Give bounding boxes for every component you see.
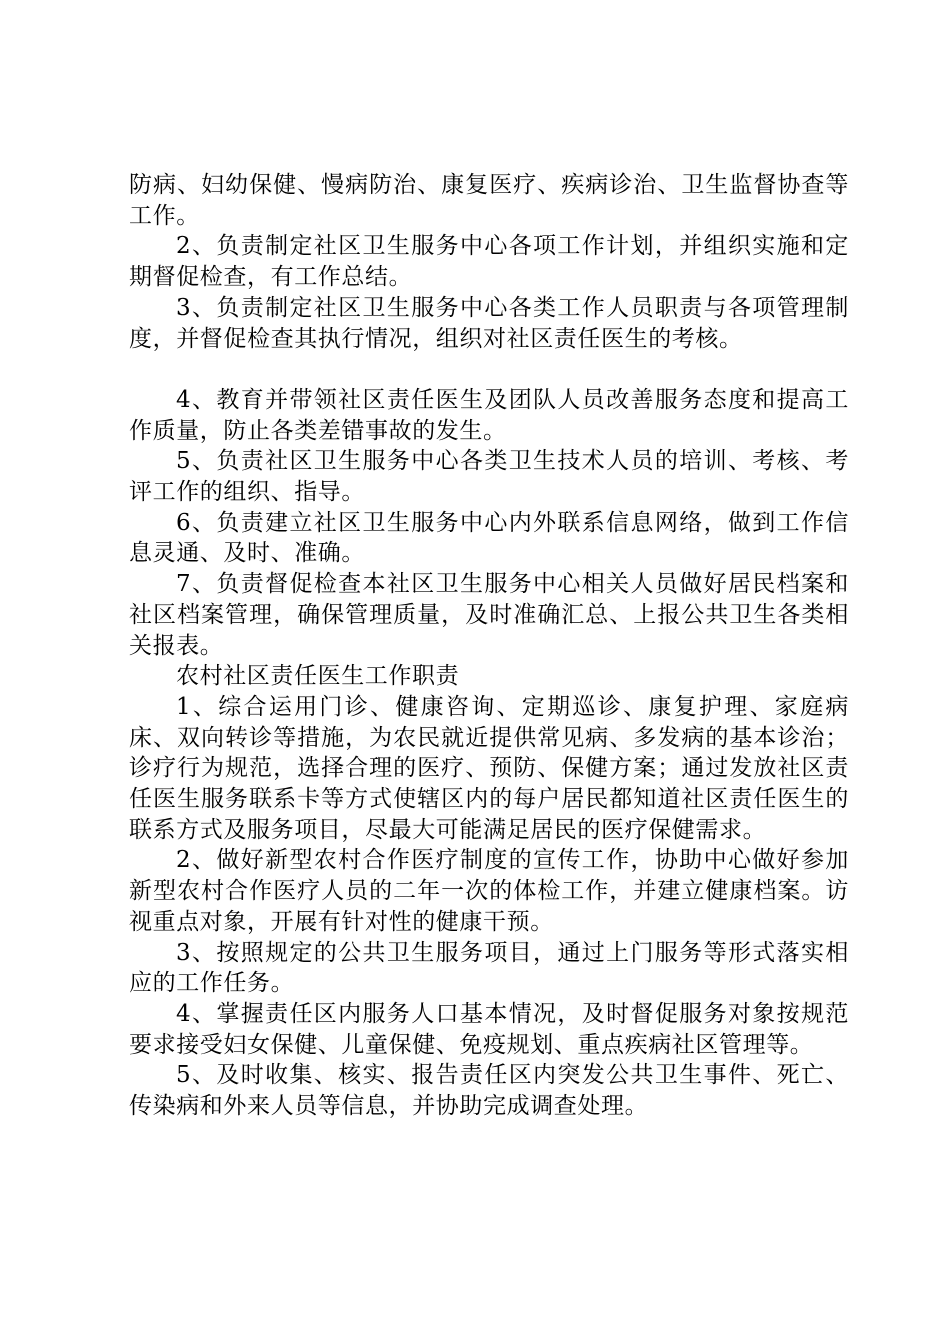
document-body (129, 170, 849, 1122)
duty-item-1: 1、综合运用门诊、健康咨询、定期巡诊、康复护理、家庭病床、双向转诊等措施，为农民就近提供常见病、多发病的基本诊治；诊疗行为规范，选择合理的医疗、预防、保健方案；通过发放社区责任医生服务联系卡等方式使辖区内的每户居民都知道社区责任医生的联系方式及服务项目，尽最大可能满足居民的医疗保健需求。 (129, 693, 849, 843)
duty-item-3: 3、按照规定的公共卫生服务项目，通过上门服务等形式落实相应的工作任务。 (129, 939, 849, 997)
paragraph-item-3: 3、负责制定社区卫生服务中心各类工作人员职责与各项管理制度，并督促检查其执行情况，组织对社区责任医生的考核。 (129, 294, 849, 352)
duty-item-2: 2、做好新型农村合作医疗制度的宣传工作，协助中心做好参加新型农村合作医疗人员的二年一次的体检工作，并建立健康档案。访视重点对象，开展有针对性的健康干预。 (129, 847, 849, 935)
paragraph-item-6: 6、负责建立社区卫生服务中心内外联系信息网络，做到工作信息灵通、及时、准确。 (129, 509, 849, 567)
paragraph-item-5: 5、负责社区卫生服务中心各类卫生技术人员的培训、考核、考评工作的组织、指导。 (129, 448, 849, 506)
duty-item-5: 5、及时收集、核实、报告责任区内突发公共卫生事件、死亡、传染病和外来人员等信息，并协助完成调查处理。 (129, 1062, 849, 1120)
paragraph-item-7: 7、负责督促检查本社区卫生服务中心相关人员做好居民档案和社区档案管理，确保管理质量，及时准确汇总、上报公共卫生各类相关报表。 (129, 571, 849, 659)
paragraph-item-2: 2、负责制定社区卫生服务中心各项工作计划，并组织实施和定期督促检查，有工作总结。 (129, 233, 849, 291)
section-heading: 农村社区责任医生工作职责 (176, 663, 460, 690)
paragraph-item-4: 4、教育并带领社区责任医生及团队人员改善服务态度和提高工作质量，防止各类差错事故的发生。 (129, 386, 849, 444)
duty-item-4: 4、掌握责任区内服务人口基本情况，及时督促服务对象按规范要求接受妇女保健、儿童保健、免疫规划、重点疾病社区管理等。 (129, 1000, 849, 1058)
blank-line (129, 354, 849, 385)
paragraph-continuation: 防病、妇幼保健、慢病防治、康复医疗、疾病诊治、卫生监督协查等工作。 (129, 172, 849, 229)
